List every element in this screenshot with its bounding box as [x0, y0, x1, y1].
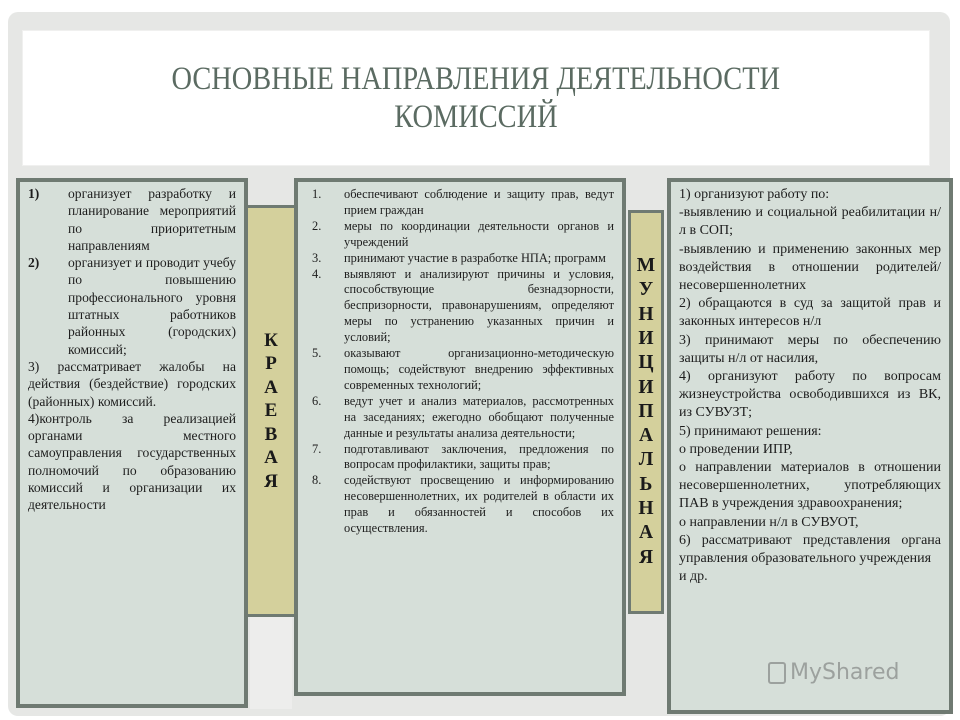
text-line: 3) принимают меры по обеспечению защиты н/л от насилия,	[679, 332, 941, 366]
paragraph: 4)контроль за реализацией органами местного самоуправления государственных полномочий по образованию комиссий и организации их деятельности	[28, 410, 236, 513]
list-item	[28, 185, 236, 254]
item-number: 4.	[312, 266, 322, 281]
item-number: 1)	[28, 186, 40, 201]
municipal-letter: Н	[638, 498, 654, 520]
municipal-letter: Ц	[638, 352, 654, 374]
municipal-letter: И	[638, 327, 654, 349]
municipal-letter: П	[638, 400, 654, 422]
blank-area	[250, 617, 292, 709]
item-number: 8.	[312, 473, 322, 488]
municipal-letter: Я	[638, 546, 654, 568]
watermark-text: MyShared	[790, 660, 900, 685]
item-text: выявляют и анализируют причины и условия, способствующие безнадзорности, беспризорности, правонарушениям, определяют меры по устранению указанных причин и условий;	[344, 266, 614, 345]
paragraph: 3) рассматривает жалобы на действия (бездействие) городских (районных) комиссий.	[28, 358, 236, 409]
watermark	[768, 660, 899, 685]
item-text: содействуют просвещению и информированию несовершеннолетних, их родителей в области их прав и обязанностей и способов их осуществления.	[344, 473, 614, 536]
text-line: 5) принимают решения:	[679, 423, 822, 439]
item-text: обеспечивают соблюдение и защиту прав, ведут прием граждан	[344, 187, 614, 217]
municipal-letter: А	[638, 425, 654, 447]
item-number: 1.	[312, 187, 322, 201]
item-text: оказывают организационно-методическую помощь; содействуют внедрению эффективных современных технологий;	[344, 346, 614, 392]
regional-letter: Е	[264, 400, 278, 422]
municipal-letter: Н	[638, 303, 654, 325]
title-panel	[22, 30, 930, 166]
municipal-letter: Ь	[639, 473, 653, 495]
page-title-line-1: ОСНОВНЫЕ НАПРАВЛЕНИЯ ДЕЯТЕЛЬНОСТИ	[171, 61, 781, 97]
text-line: о проведении ИПР,	[679, 441, 793, 457]
item-number: 2.	[312, 218, 322, 233]
text-line: 6) рассматривают представления органа управления образовательного учреждения	[679, 532, 941, 567]
municipal-letter: У	[638, 279, 654, 301]
item-text: организует разработку и планирование мероприятий по приоритетным направлениям	[68, 186, 236, 253]
item-number: 7.	[312, 441, 322, 456]
municipal-label-bar	[628, 210, 664, 614]
text-line: -выявлению и социальной реабилитации н/л в СОП;	[679, 205, 941, 239]
regional-letter: Р	[265, 353, 277, 375]
page-title-line-2: КОМИССИЙ	[394, 99, 558, 135]
municipal-letter: И	[638, 376, 654, 398]
list-item	[306, 346, 614, 394]
list-item	[306, 442, 614, 474]
list-item	[306, 394, 614, 442]
municipal-letter: М	[636, 255, 656, 277]
regional-letter: Я	[264, 470, 278, 492]
item-text: подготавливают заключения, предложения по вопросам профилактики, защиты прав;	[344, 441, 614, 472]
regional-letter: А	[264, 447, 278, 469]
item-number: 3.	[312, 250, 322, 265]
regional-duties-box	[16, 178, 248, 708]
item-number: 2)	[28, 255, 40, 271]
municipal-duties-box	[667, 178, 953, 714]
municipal-letter: Л	[638, 449, 654, 471]
item-text: ведут учет и анализ материалов, рассмотренных на заседаниях; ежегодно обобщают полученные данные и результаты анализа деятельности;	[344, 393, 614, 440]
list-item	[306, 219, 614, 251]
text-line: 1) организуют работу по:	[679, 187, 830, 202]
text-line: -выявлению и применению законных мер воздействия в отношении родителей/несовершеннолетних	[679, 241, 941, 294]
regional-label-bar	[248, 205, 294, 617]
item-number: 5.	[312, 346, 322, 361]
item-number: 6.	[312, 393, 322, 408]
regional-letter: К	[264, 329, 278, 351]
text-line: и др.	[679, 569, 708, 585]
text-line: 2) обращаются в суд за защитой прав и законных интересов н/л	[679, 296, 941, 330]
list-item	[28, 254, 236, 358]
item-text: принимают участие в разработке НПА; программ	[344, 250, 606, 265]
list-item	[306, 187, 614, 219]
text-line: о направлении н/л в СУВУОТ,	[679, 514, 859, 530]
text-line: о направлении материалов в отношении несовершеннолетних, употребляющих ПАВ в учреждения здравоохранения;	[679, 460, 941, 512]
list-item	[306, 267, 614, 347]
common-duties-box	[294, 178, 626, 696]
presentation-icon	[768, 662, 786, 684]
item-text: организует и проводит учебу по повышению профессионального уровня штатных работников районных (городских) комиссий;	[68, 255, 236, 357]
list-item	[306, 251, 614, 267]
item-text: меры по координации деятельности органов и учреждений	[344, 218, 614, 249]
regional-letter: В	[264, 423, 278, 445]
text-line: 4) организуют работу по вопросам жизнеустройства освободившихся из ВК, из СУВУЗТ;	[679, 369, 941, 421]
list-item	[306, 473, 614, 537]
municipal-letter: А	[638, 522, 654, 544]
regional-letter: А	[264, 376, 278, 398]
